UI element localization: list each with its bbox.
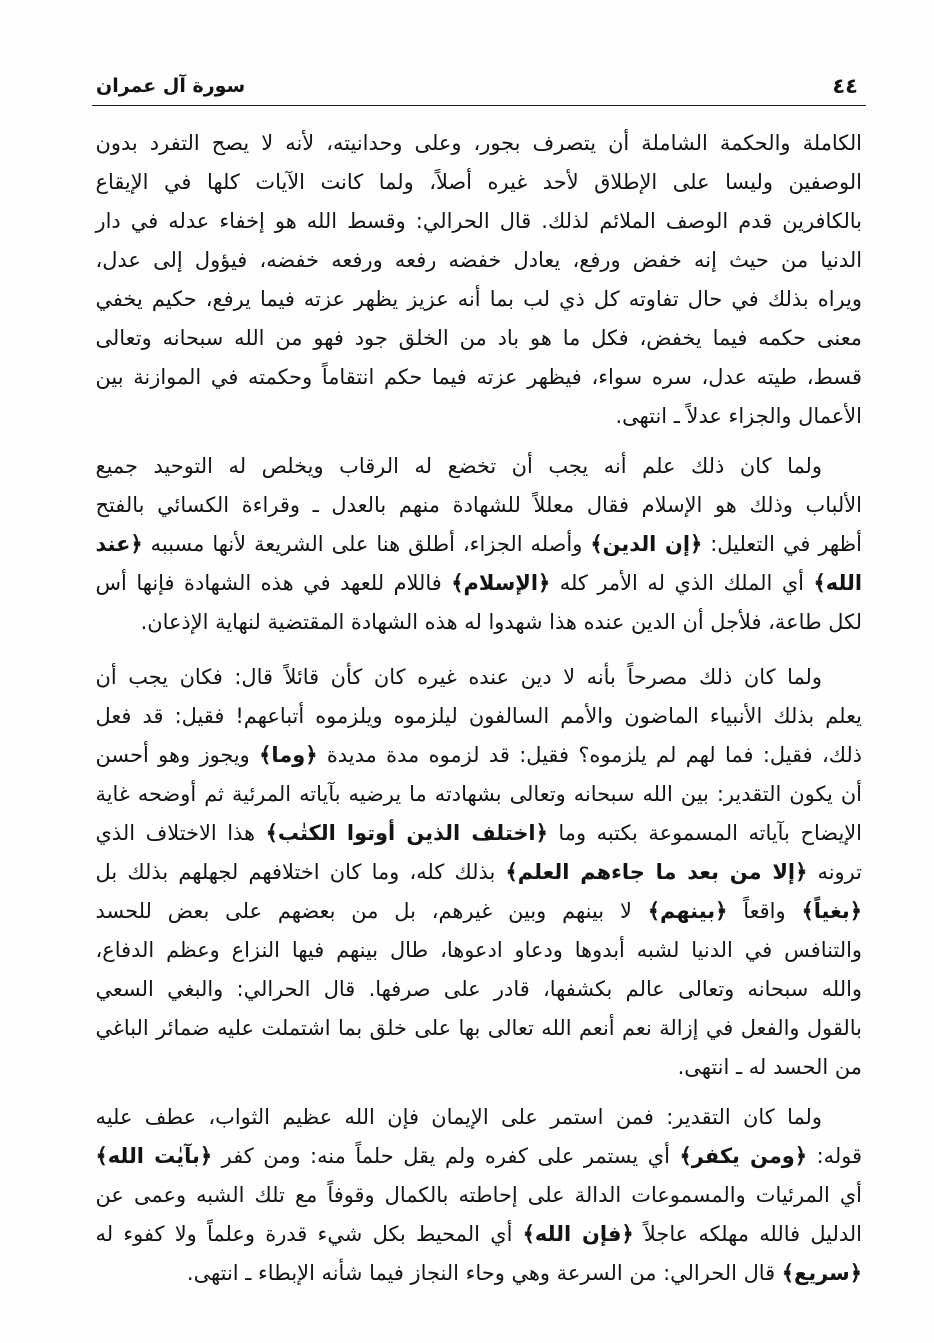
- text-line: [95, 1098, 862, 1137]
- line-content: [678, 1048, 862, 1087]
- line-content: [96, 1215, 863, 1254]
- line-text: قوله:: [807, 1144, 862, 1168]
- quran-quote: ﴿عند: [95, 532, 143, 556]
- line-content: [96, 697, 863, 736]
- quran-quote: ﴿اختلف الذين أوتوا الكتٰب﴾: [265, 821, 548, 845]
- quran-quote: ﴿فإن الله﴾: [522, 1222, 634, 1246]
- line-content: [96, 931, 863, 970]
- line-content: [141, 603, 862, 642]
- line-content: [96, 358, 863, 397]
- line-content: [96, 1176, 863, 1215]
- line-text: أي المرئيات والمسموعات الدالة على إحاطته بالكمال وقوفاً مع تلك الشبه وعمى عن: [95, 1183, 862, 1207]
- text-line: [95, 124, 862, 163]
- line-content: [96, 658, 823, 697]
- text-line: [95, 1009, 862, 1048]
- line-text: لكل طاعة، فلأجل أن الدين عنده هذا شهدوا له هذه الشهادة المقتضية لنهاية الإذعان.: [140, 610, 862, 634]
- line-text: ولما كان ذلك مصرحاً بأنه لا دين عنده غيره كان كأن قائلاً قال: فكان يجب أن: [95, 665, 822, 689]
- line-content: [96, 775, 863, 814]
- quran-quote: ﴿ومن يكفر﴾: [679, 1144, 808, 1168]
- line-text: قسط، طيته عدل، سره سواء، فيظهر عزته فيما حكم انتقاماً وحكمته في الموازنة بين: [95, 365, 862, 389]
- quran-quote: ﴿إن الدين﴾: [590, 532, 703, 556]
- line-text: الأعمال والجزاء عدلاً ـ انتهى.: [615, 404, 862, 428]
- page-number: ٤٤: [832, 74, 858, 98]
- line-content: [187, 1254, 862, 1293]
- text-line: [95, 1215, 862, 1254]
- line-text: أن يكون التقدير: بين الله سبحانه وتعالى بشهادته ما يرضيه بآياته المرئية ثم أوضحه غاية: [95, 782, 862, 806]
- line-content: [96, 564, 863, 603]
- text-line: [95, 1254, 862, 1293]
- line-text: الوصفين وليسا على الإطلاق لأحد غيره أصلاً، ولما كانت الآيات كلها في الإيقاع: [95, 170, 862, 194]
- text-line: [95, 397, 862, 436]
- surah-title: سورة آل عمران: [96, 75, 246, 97]
- line-content: [96, 1137, 863, 1176]
- text-line: [95, 202, 862, 241]
- text-line: [95, 280, 862, 319]
- text-line: [95, 775, 862, 814]
- text-line: [95, 1048, 862, 1087]
- paragraph: [95, 1098, 862, 1293]
- text-line: [95, 241, 862, 280]
- text-line: [95, 892, 862, 931]
- line-text: أي الملك الذي له الأمر كله: [550, 571, 814, 595]
- text-line: [95, 358, 862, 397]
- line-text: ويراه بذلك في حال تفاوته كل ذي لب بما أنه عزيز يظهر عزته فيما يرفع، حكيم يخفي: [95, 287, 862, 311]
- line-content: [96, 124, 863, 163]
- line-text: ترونه: [807, 860, 862, 884]
- line-content: [96, 202, 863, 241]
- paragraph: [95, 658, 862, 1087]
- line-content: [96, 970, 863, 1009]
- paragraph: [95, 447, 862, 642]
- line-text: معنى حكمه فيما يخفض، فكل ما هو باد من الخلق جود فهو من الله سبحانه وتعالى: [95, 326, 862, 350]
- running-header: [96, 70, 858, 102]
- text-line: [95, 603, 862, 642]
- quran-quote: الله﴾: [813, 571, 862, 595]
- line-text: الكاملة والحكمة الشاملة أن يتصرف بجور، وعلى وحدانيته، لأنه لا يصح التفرد بدون: [95, 131, 862, 155]
- text-line: [95, 486, 862, 525]
- line-text: بالكافرين قدم الوصف الملائم لذلك. قال الحرالي: وقسط الله هو إخفاء عدله في دار: [95, 209, 862, 233]
- text-line: [95, 736, 862, 775]
- line-text: والتنافس في الدنيا لشبه أبدوها ودعاو ادعوها، طال بينهم فيها النزاع وعظم الدفاع،: [95, 938, 862, 962]
- line-content: [96, 319, 863, 358]
- text-line: [95, 525, 862, 564]
- line-content: [96, 736, 863, 775]
- paragraph: [95, 124, 862, 436]
- line-text: الدليل فالله مهلكه عاجلاً: [633, 1222, 862, 1246]
- quran-quote: ﴿سريع﴾: [781, 1261, 862, 1285]
- line-text: هذا الاختلاف الذي: [95, 821, 266, 845]
- line-text: من الحسد له ـ انتهى.: [677, 1055, 862, 1079]
- line-text: الدنيا من حيث إنه خفض ورفع، يعادل خفضه رفعه ورفعه خفضه، فيؤول إلى عدل،: [95, 248, 862, 272]
- line-content: [615, 397, 862, 436]
- line-content: [96, 486, 863, 525]
- line-text: قال الحرالي: من السرعة وهي وحاء النجاز فيما شأنه الإبطاء ـ انتهى.: [186, 1261, 782, 1285]
- line-content: [96, 241, 863, 280]
- quran-quote: ﴿بينهم﴾: [647, 899, 728, 923]
- line-content: [96, 892, 863, 931]
- line-content: [96, 163, 863, 202]
- line-text: ولما كان ذلك علم أنه يجب أن تخضع له الرقاب ويخلص له التوحيد جميع: [95, 454, 822, 478]
- text-line: [95, 1176, 862, 1215]
- line-text: واقعاً: [727, 899, 802, 923]
- line-text: لا بينهم وبين غيرهم، بل من بعضهم على بعض للحسد: [95, 899, 648, 923]
- line-text: ويجوز وهو أحسن: [95, 743, 260, 767]
- line-text: والله سبحانه وتعالى عالم بكشفها، قادر على صرفها. قال الحرالي: والبغي السعي: [95, 977, 862, 1001]
- text-line: [95, 697, 862, 736]
- text-line: [95, 163, 862, 202]
- line-content: [96, 447, 823, 486]
- line-text: فاللام للعهد في هذه الشهادة فإنها أس: [95, 571, 452, 595]
- line-text: أظهر في التعليل:: [702, 532, 862, 556]
- text-line: [95, 853, 862, 892]
- quran-quote: ﴿وما﴾: [259, 743, 318, 767]
- text-line: [95, 970, 862, 1009]
- line-content: [95, 814, 862, 853]
- text-line: [95, 1137, 862, 1176]
- text-line: [95, 931, 862, 970]
- line-text: ولما كان التقدير: فمن استمر على الإيمان فإن الله عظيم الثواب، عطف عليه: [95, 1105, 822, 1129]
- line-content: [96, 853, 862, 892]
- line-text: الألباب وذلك هو الإسلام فقال معللاً للشهادة منهم بالعدل ـ وقراءة الكسائي بالفتح: [95, 493, 862, 517]
- quran-quote: ﴿بغياً﴾: [801, 899, 862, 923]
- line-text: أي المحيط بكل شيء قدرة وعلماً ولا كفوء له: [95, 1222, 523, 1246]
- body-text: [95, 124, 862, 1293]
- text-line: [95, 814, 862, 853]
- line-content: [96, 1009, 863, 1048]
- line-content: [95, 525, 862, 564]
- text-line: [95, 564, 862, 603]
- header-rule: [92, 105, 866, 106]
- text-line: [95, 447, 862, 486]
- line-content: [96, 280, 863, 319]
- line-text: الإيضاح بآياته المسموعة بكتبه وما: [547, 821, 862, 845]
- quran-quote: ﴿إلا من بعد ما جاءهم العلم﴾: [505, 860, 808, 884]
- text-line: [95, 658, 862, 697]
- text-line: [95, 319, 862, 358]
- quran-quote: ﴿الإسلام﴾: [451, 571, 551, 595]
- quran-quote: ﴿بآيٰت الله﴾: [95, 1144, 213, 1168]
- line-text: ذلك، فقيل: فما لهم لم يلزموه؟ فقيل: قد لزموه مدة مديدة: [317, 743, 862, 767]
- line-text: يعلم بذلك الأنبياء الماضون والأمم السالفون ليلزموه ويلزموه أتباعهم! فقيل: قد فعل: [95, 704, 862, 728]
- line-content: [96, 1098, 823, 1137]
- line-text: أي يستمر على كفره ولم يقل حلماً منه: ومن كفر: [212, 1144, 680, 1168]
- line-text: بالقول والفعل في إزالة نعم أنعم الله تعالى بها على خلق بما اشتملت عليه ضمائر الباغي: [95, 1016, 862, 1040]
- line-text: وأصله الجزاء، أطلق هنا على الشريعة لأنها مسببه: [142, 532, 591, 556]
- line-text: بذلك كله، وما كان اختلافهم لجهلهم بذلك بل: [95, 860, 506, 884]
